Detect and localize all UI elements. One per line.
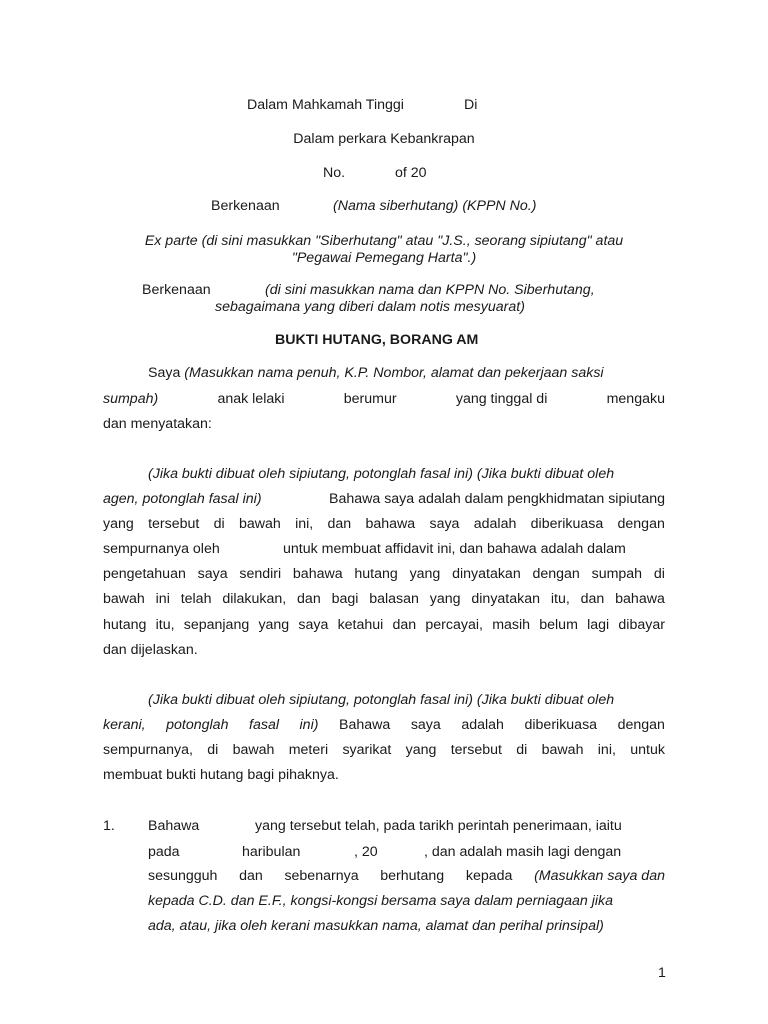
item1-pada: pada — [148, 844, 180, 860]
form-title: BUKTI HUTANG, BORANG AM — [275, 332, 479, 348]
debtor-name-placeholder: (Nama siberhutang) (KPPN No.) — [333, 198, 537, 214]
ex-parte-line-2: "Pegawai Pemegang Harta".) — [291, 250, 477, 266]
item1-number: 1. — [103, 818, 115, 834]
matter-line: Dalam perkara Kebankrapan — [293, 131, 475, 147]
item1-line-3: sesungguh dan sebenarnya berhutang kepada (Masukkan saya dan — [148, 868, 665, 884]
para1-line-3: yang tersebut di bawah ini, dan bahawa saya adalah diberikuasa dengan — [103, 516, 665, 532]
intro-saya: Saya — [148, 365, 181, 381]
intro-line-3: dan menyatakan: — [103, 416, 212, 432]
para2-line-2: kerani, potonglah fasal ini) Bahawa saya adalah diberikuasa dengan — [103, 717, 665, 733]
item1-line-4: kepada C.D. dan E.F., kongsi-kongsi bersama saya dalam perniagaan jika — [148, 893, 614, 909]
item1-year: , 20 — [354, 844, 378, 860]
para1-line-1: (Jika bukti dibuat oleh sipiutang, potonglah fasal ini) (Jika bukti dibuat oleh — [148, 466, 615, 482]
para1-line-4a: sempurnanya oleh — [103, 541, 220, 557]
para1-line-2: agen, potonglah fasal ini) Bahawa saya adalah dalam pengkhidmatan sipiutang — [103, 491, 665, 507]
debtor-details-line-2: sebagaimana yang diberi dalam notis mesyuarat) — [215, 299, 525, 315]
case-number-label: No. — [323, 165, 346, 181]
para1-line-6: bawah ini telah dilakukan, dan bagi balasan yang dinyatakan itu, dan bahawa — [103, 591, 665, 607]
ex-parte-line-1: Ex parte (di sini masukkan "Siberhutang" atau "J.S., seorang sipiutang" atau — [144, 233, 624, 249]
item1-line-1b: yang tersebut telah, pada tarikh perintah penerimaan, iaitu — [255, 818, 622, 834]
para1-line-5: pengetahuan saya sendiri bahawa hutang yang dinyatakan dengan sumpah di — [103, 566, 665, 582]
para2-line-3: sempurnanya, di bawah meteri syarikat yang tersebut di bawah ini, untuk — [103, 742, 665, 758]
court-label: Dalam Mahkamah Tinggi — [247, 97, 404, 113]
para1-line-4b: untuk membuat affidavit ini, dan bahawa adalah dalam — [283, 541, 626, 557]
debtor-details-line-1: (di sini masukkan nama dan KPPN No. Siberhutang, — [265, 282, 595, 298]
court-location-label: Di — [464, 97, 478, 113]
intro-line-2: sumpah) anak lelaki berumur yang tinggal di mengaku — [103, 391, 665, 407]
item1-haribulan: haribulan — [242, 844, 301, 860]
re-label: Berkenaan — [211, 198, 280, 214]
para1-line-8: dan dijelaskan. — [103, 642, 198, 658]
intro-instruction: (Masukkan nama penuh, K.P. Nombor, alamat dan pekerjaan saksi — [184, 365, 604, 381]
re-label-2: Berkenaan — [142, 282, 211, 298]
intro-line-1 — [148, 366, 604, 380]
para1-line-7: hutang itu, sepanjang yang saya ketahui dan percayai, masih belum lagi dibayar — [103, 617, 665, 633]
page-number: 1 — [658, 965, 666, 981]
item1-line-5: ada, atau, jika oleh kerani masukkan nama, alamat dan perihal prinsipal) — [148, 918, 604, 934]
item1-line-1a: Bahawa — [148, 818, 200, 834]
para2-line-4: membuat bukti hutang bagi pihaknya. — [103, 767, 339, 783]
item1-line-2-tail: , dan adalah masih lagi dengan — [424, 844, 622, 860]
case-year-label: of 20 — [395, 165, 427, 181]
para2-line-1: (Jika bukti dibuat oleh sipiutang, potonglah fasal ini) (Jika bukti dibuat oleh — [148, 692, 615, 708]
